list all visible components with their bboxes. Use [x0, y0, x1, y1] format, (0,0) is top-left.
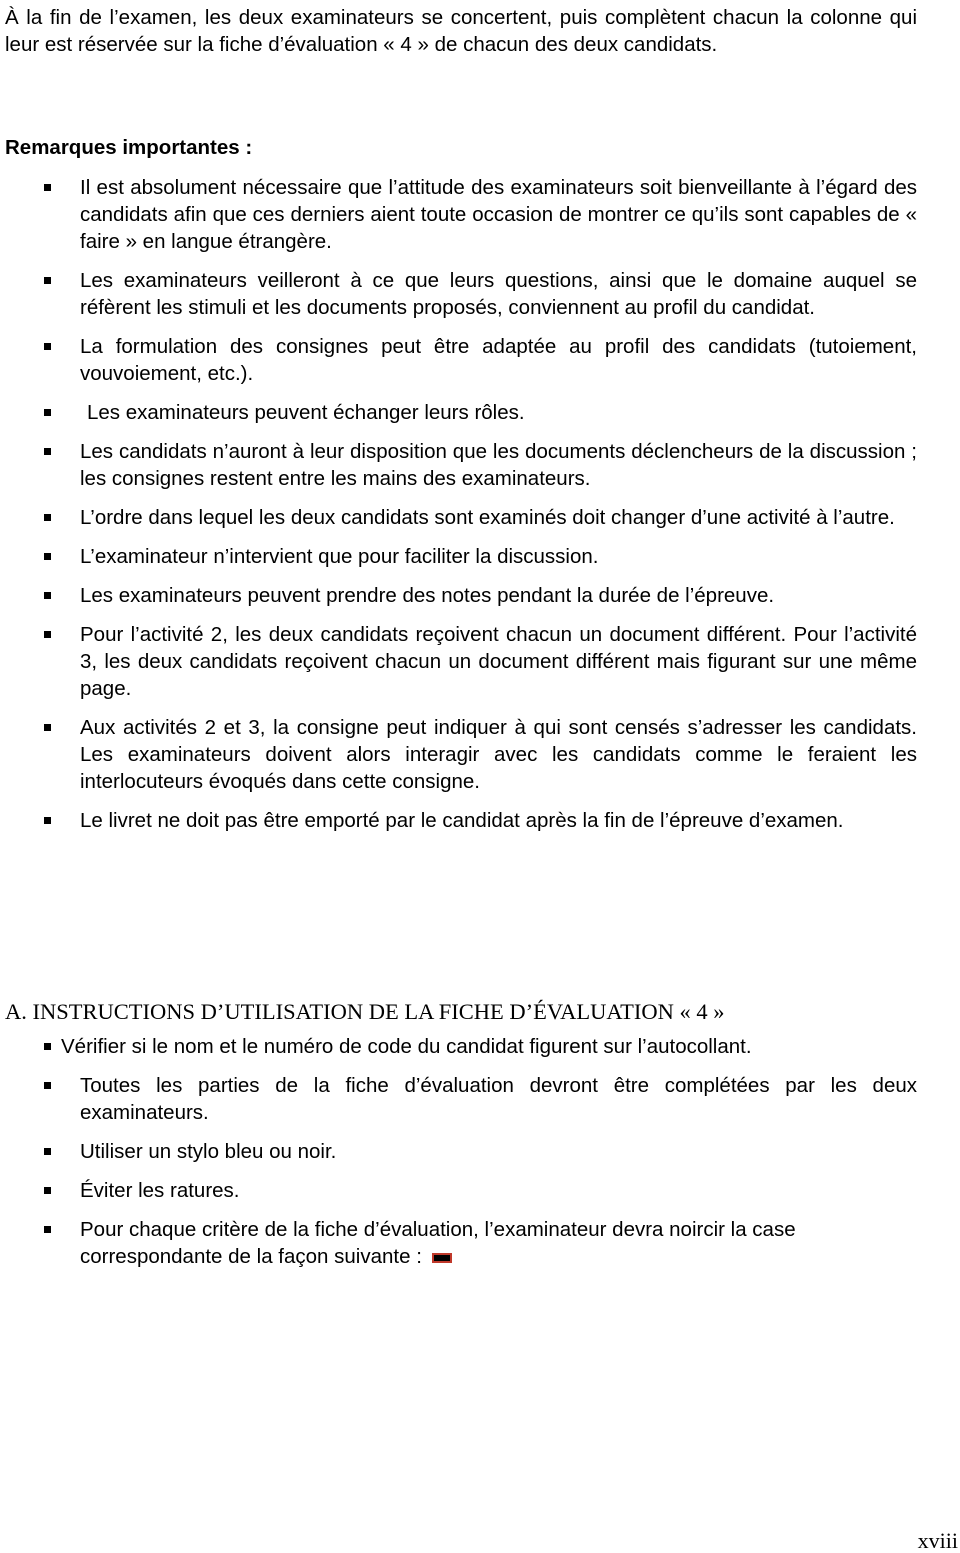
square-bullet-icon [44, 592, 51, 599]
square-bullet-icon [44, 1043, 51, 1050]
list-item: La formulation des consignes peut être adaptée au profil des candidats (tutoiement, vouvoiement, etc.). [0, 333, 917, 387]
square-bullet-icon [44, 631, 51, 638]
list-item: Aux activités 2 et 3, la consigne peut indiquer à qui sont censés s’adresser les candidats. Les examinateurs doivent alors interagir avec les candidats comme le feraient les interlocuteurs évoqués dans cette consigne. [0, 714, 917, 795]
square-bullet-icon [44, 409, 51, 416]
square-bullet-icon [44, 1226, 51, 1233]
square-bullet-icon [44, 514, 51, 521]
square-bullet-icon [44, 1082, 51, 1089]
list-item: L’examinateur n’intervient que pour faciliter la discussion. [0, 543, 917, 570]
page-number: xviii [917, 1528, 958, 1553]
filled-box-example-icon [432, 1253, 452, 1263]
instructions-list [0, 1033, 917, 1282]
remarks-list [0, 174, 917, 846]
list-item: Le livret ne doit pas être emporté par le candidat après la fin de l’épreuve d’examen. [0, 807, 917, 834]
list-item: Les examinateurs veilleront à ce que leurs questions, ainsi que le domaine auquel se réfèrent les stimuli et les documents proposés, conviennent au profil du candidat. [0, 267, 917, 321]
square-bullet-icon [44, 448, 51, 455]
square-bullet-icon [44, 553, 51, 560]
square-bullet-icon [44, 724, 51, 731]
list-item: Vérifier si le nom et le numéro de code du candidat figurent sur l’autocollant. [0, 1033, 917, 1060]
list-item: Les candidats n’auront à leur disposition que les documents déclencheurs de la discussion ; les consignes restent entre les mains des examinateurs. [0, 438, 917, 492]
list-item: Les examinateurs peuvent prendre des notes pendant la durée de l’épreuve. [0, 582, 917, 609]
intro-paragraph: À la fin de l’examen, les deux examinateurs se concertent, puis complètent chacun la colonne qui leur est réservée sur la fiche d’évaluation « 4 » de chacun des deux candidats. [5, 6, 917, 56]
square-bullet-icon [44, 184, 51, 191]
square-bullet-icon [44, 817, 51, 824]
section-a-title: A. INSTRUCTIONS D’UTILISATION DE LA FICHE D’ÉVALUATION « 4 » [5, 999, 725, 1024]
square-bullet-icon [44, 343, 51, 350]
list-item: Pour l’activité 2, les deux candidats reçoivent chacun un document différent. Pour l’activité 3, les deux candidats reçoivent chacun un document différent mais figurant sur une même page. [0, 621, 917, 702]
list-item: Pour chaque critère de la fiche d’évaluation, l’examinateur devra noircir la case correspondante de la façon suivante : [0, 1216, 917, 1270]
list-item: Éviter les ratures. [0, 1177, 917, 1204]
square-bullet-icon [44, 1187, 51, 1194]
remarks-heading: Remarques importantes : [5, 136, 253, 159]
square-bullet-icon [44, 277, 51, 284]
list-item: Utiliser un stylo bleu ou noir. [0, 1138, 917, 1165]
list-item: L’ordre dans lequel les deux candidats sont examinés doit changer d’une activité à l’autre. [0, 504, 917, 531]
list-item: Les examinateurs peuvent échanger leurs rôles. [0, 399, 917, 426]
list-item: Il est absolument nécessaire que l’attitude des examinateurs soit bienveillante à l’égard des candidats afin que ces derniers aient toute occasion de montrer ce qu’ils sont capables de « faire » en langue étrangère. [0, 174, 917, 255]
square-bullet-icon [44, 1148, 51, 1155]
list-item: Toutes les parties de la fiche d’évaluation devront être complétées par les deux examinateurs. [0, 1072, 917, 1126]
